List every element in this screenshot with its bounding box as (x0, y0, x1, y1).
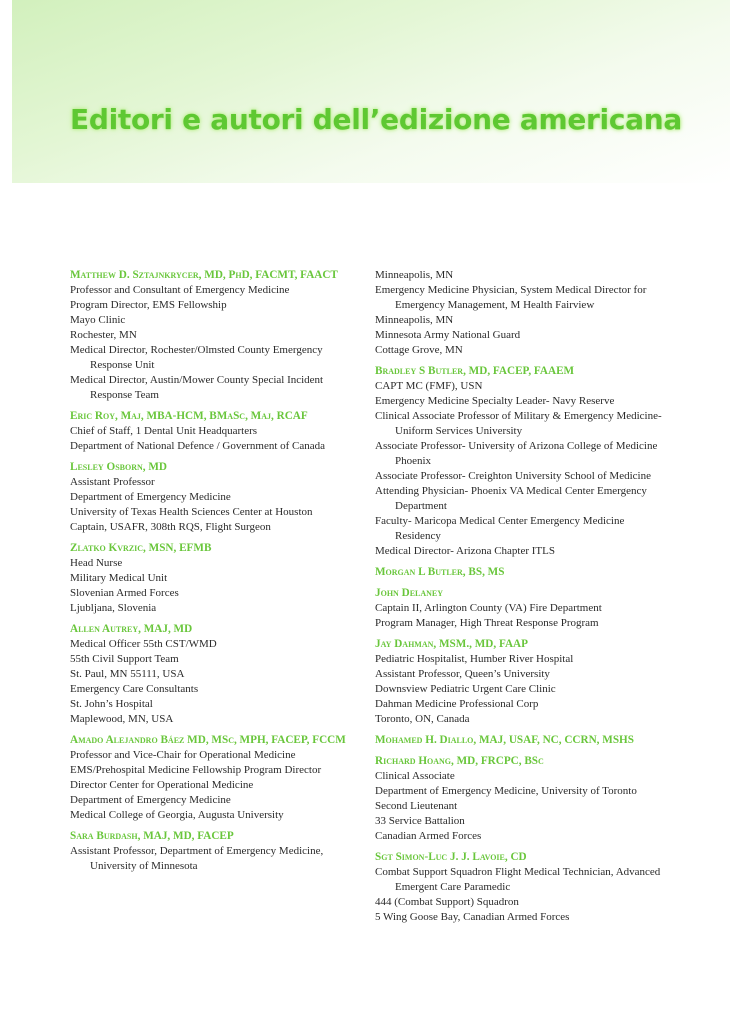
contributor-name: Bradley S Butler, MD, FACEP, FAAEM (375, 365, 575, 377)
contributor-affiliation: Captain II, Arlington County (VA) Fire Department (375, 602, 602, 614)
contributor-affiliation: Captain, USAFR, 308th RQS, Flight Surgeon (70, 521, 271, 533)
contributor-affiliation: Chief of Staff, 1 Dental Unit Headquarters (70, 425, 258, 437)
contributor-entry (375, 586, 667, 631)
contributor-name: Richard Hoang, MD, FRCPC, BSc (375, 755, 544, 767)
contributor-affiliation: Department of Emergency Medicine (70, 491, 231, 503)
contributor-affiliation: Head Nurse (70, 557, 123, 569)
contributor-affiliation: University of Texas Health Sciences Center at Houston (70, 506, 313, 518)
contributor-affiliation: 5 Wing Goose Bay, Canadian Armed Forces (375, 911, 570, 923)
contributor-entry (70, 268, 360, 403)
contributor-affiliation: Medical Director, Austin/Mower County Special Incident Response Team (70, 374, 324, 401)
contributor-affiliation: St. John’s Hospital (70, 698, 153, 710)
contributor-affiliation: Emergency Medicine Specialty Leader- Navy Reserve (375, 395, 615, 407)
contributor-affiliation: Minneapolis, MN (375, 314, 454, 326)
contributor-affiliation: Program Director, EMS Fellowship (70, 299, 227, 311)
contributor-entry (375, 565, 667, 580)
contributor-affiliation: Military Medical Unit (70, 572, 168, 584)
page-title: Editori e autori dell’edizione americana (70, 103, 682, 136)
contributor-affiliation: Program Manager, High Threat Response Program (375, 617, 599, 629)
contributor-affiliation: Clinical Associate Professor of Military & Emergency Medicine- Uniform Services University (375, 410, 662, 437)
contributor-affiliation: Medical Officer 55th CST/WMD (70, 638, 217, 650)
contributor-entry (70, 541, 360, 616)
contributor-affiliation: Department of Emergency Medicine, University of Toronto (375, 785, 637, 797)
contributor-entry (375, 733, 667, 748)
contributor-name: Eric Roy, Maj, MBA-HCM, BMaSc, Maj, RCAF (70, 410, 308, 422)
contributor-affiliation: Emergency Care Consultants (70, 683, 199, 695)
contributor-entry (70, 409, 360, 454)
contributor-affiliation: Mayo Clinic (70, 314, 126, 326)
contributor-name: Mohamed H. Diallo, MAJ, USAF, NC, CCRN, MSHS (375, 734, 634, 746)
contributor-affiliation: Clinical Associate (375, 770, 455, 782)
contributor-affiliation: Department of Emergency Medicine (70, 794, 231, 806)
contributor-affiliation: 444 (Combat Support) Squadron (375, 896, 519, 908)
contributor-affiliation: Combat Support Squadron Flight Medical Technician, Advanced Emergent Care Paramedic (375, 866, 661, 893)
contributor-entry (70, 829, 360, 874)
contributor-entry (375, 850, 667, 925)
contributor-affiliation: Medical Director, Rochester/Olmsted County Emergency Response Unit (70, 344, 323, 371)
contributor-entry (70, 733, 360, 823)
contributor-name: Allen Autrey, MAJ, MD (70, 623, 193, 635)
contributor-affiliation: St. Paul, MN 55111, USA (70, 668, 185, 680)
contributor-name: Sara Burdash, MAJ, MD, FACEP (70, 830, 234, 842)
header-band (12, 0, 730, 183)
contributor-affiliation: Emergency Medicine Physician, System Medical Director for Emergency Management, M Health Fairview (375, 284, 647, 311)
contributor-affiliation: Rochester, MN (70, 329, 137, 341)
contributor-affiliation: CAPT MC (FMF), USN (375, 380, 483, 392)
contributor-affiliation: Downsview Pediatric Urgent Care Clinic (375, 683, 556, 695)
contributor-entry (375, 364, 667, 559)
contributor-affiliation: 33 Service Battalion (375, 815, 465, 827)
contributor-affiliation: Professor and Vice-Chair for Operational Medicine (70, 749, 296, 761)
contributor-affiliation: Associate Professor- Creighton University School of Medicine (375, 470, 651, 482)
contributor-entry (375, 268, 667, 358)
contributor-name: Matthew D. Sztajnkrycer, MD, PhD, FACMT, FAACT (70, 269, 338, 281)
contributor-affiliation: Medical College of Georgia, Augusta University (70, 809, 284, 821)
contributor-affiliation: Minnesota Army National Guard (375, 329, 521, 341)
left-column (70, 268, 360, 880)
contributor-entry (375, 637, 667, 727)
contributor-affiliation: Cottage Grove, MN (375, 344, 463, 356)
contributor-affiliation: Dahman Medicine Professional Corp (375, 698, 539, 710)
contributor-name: Lesley Osborn, MD (70, 461, 167, 473)
contributor-name: Sgt Simon-Luc J. J. Lavoie, CD (375, 851, 527, 863)
contributor-name: Zlatko Kvrzic, MSN, EFMB (70, 542, 212, 554)
contributor-affiliation: 55th Civil Support Team (70, 653, 179, 665)
contributor-affiliation: Department of National Defence / Government of Canada (70, 440, 326, 452)
contributor-affiliation: Slovenian Armed Forces (70, 587, 179, 599)
contributor-affiliation: Assistant Professor (70, 476, 155, 488)
contributor-affiliation: Professor and Consultant of Emergency Medicine (70, 284, 290, 296)
contributor-affiliation: Assistant Professor, Department of Emergency Medicine, University of Minnesota (70, 845, 324, 872)
contributor-entry (70, 622, 360, 727)
contributor-name: Amado Alejandro Báez MD, MSc, MPH, FACEP, FCCM (70, 734, 346, 746)
contributor-name: John Delaney (375, 587, 444, 599)
contributor-affiliation: Minneapolis, MN (375, 269, 454, 281)
contributor-entry (70, 460, 360, 535)
contributor-affiliation: Maplewood, MN, USA (70, 713, 174, 725)
contributor-affiliation: Ljubljana, Slovenia (70, 602, 157, 614)
right-column (375, 268, 667, 931)
contributor-affiliation: Second Lieutenant (375, 800, 458, 812)
contributor-affiliation: Associate Professor- University of Arizona College of Medicine Phoenix (375, 440, 658, 467)
contributor-affiliation: Director Center for Operational Medicine (70, 779, 254, 791)
contributor-name: Morgan L Butler, BS, MS (375, 566, 505, 578)
contributor-affiliation: Toronto, ON, Canada (375, 713, 470, 725)
contributor-affiliation: Assistant Professor, Queen’s University (375, 668, 550, 680)
contributor-affiliation: EMS/Prehospital Medicine Fellowship Program Director (70, 764, 322, 776)
contributor-affiliation: Attending Physician- Phoenix VA Medical Center Emergency Department (375, 485, 647, 512)
contributor-affiliation: Pediatric Hospitalist, Humber River Hospital (375, 653, 574, 665)
contributor-entry (375, 754, 667, 844)
contributor-affiliation: Canadian Armed Forces (375, 830, 482, 842)
contributor-affiliation: Faculty- Maricopa Medical Center Emergency Medicine Residency (375, 515, 625, 542)
contributor-name: Jay Dahman, MSM., MD, FAAP (375, 638, 528, 650)
contributor-affiliation: Medical Director- Arizona Chapter ITLS (375, 545, 555, 557)
